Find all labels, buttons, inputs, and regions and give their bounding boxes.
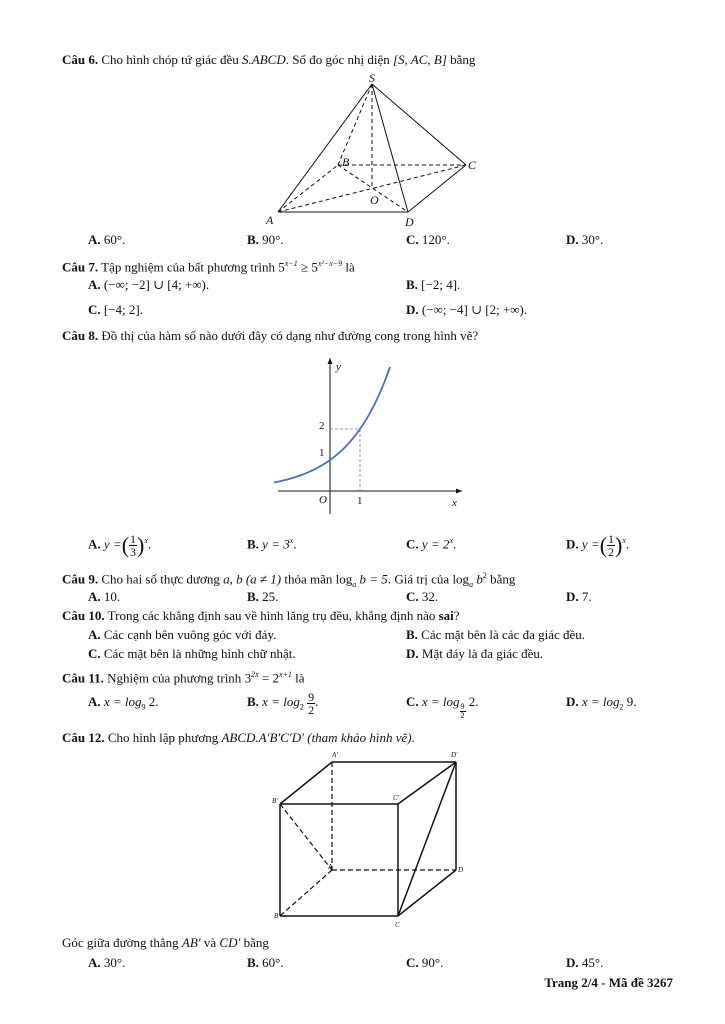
q6-b-val: 90°. bbox=[262, 232, 284, 247]
q11-c-rest: 2. bbox=[465, 694, 479, 709]
q7-b-val: [−2; 4]. bbox=[421, 277, 461, 292]
q11-text-a: Nghiệm của phương trình bbox=[103, 670, 245, 686]
q10-end: ? bbox=[453, 608, 460, 623]
label-B: B bbox=[274, 912, 279, 920]
label-A: A bbox=[328, 863, 333, 871]
q11-a-val: x = log bbox=[103, 694, 142, 709]
q6-c-key: C. bbox=[406, 232, 419, 247]
q8-b-key: B. bbox=[247, 536, 259, 552]
q10-option-a[interactable] bbox=[88, 627, 276, 643]
fraction bbox=[607, 533, 615, 558]
edge-SB bbox=[338, 84, 372, 165]
q12-b-val: 60°. bbox=[262, 955, 284, 970]
q8-d-lhs: y = bbox=[581, 536, 600, 552]
label-Bp: B' bbox=[272, 797, 278, 805]
q7-text-a: Tập nghiệm của bất phương trình bbox=[98, 259, 279, 275]
q8-option-a[interactable]: A. y =( $\frac{1}{3}$ )$^x$. bbox=[88, 531, 152, 559]
paren-open: ( bbox=[599, 532, 608, 558]
q9-b-val: 25. bbox=[262, 589, 279, 604]
q8-text: Đồ thị của hàm số nào dưới đây có dạng như đường cong trong hình vẽ? bbox=[98, 328, 479, 343]
q11-option-b[interactable]: B. $x = \log_2$ $\frac{9}{2}$ . bbox=[247, 689, 319, 717]
q12-prompt-a: Góc giữa đường thẳng bbox=[62, 935, 182, 950]
label-C: C bbox=[468, 158, 477, 172]
paren-close: ) bbox=[137, 532, 145, 558]
q12-c-key: C. bbox=[406, 955, 419, 970]
q11-a-sub: 9 bbox=[141, 702, 146, 712]
q10-d-val: Mặt đáy là đa giác đều. bbox=[418, 646, 544, 661]
q6-option-d[interactable] bbox=[566, 232, 603, 248]
q10-stem bbox=[62, 608, 460, 624]
q6-c-val: 120°. bbox=[421, 232, 450, 247]
subfrac-den: 2 bbox=[460, 711, 465, 720]
q7-text-b: là bbox=[342, 259, 355, 275]
q9-option-b[interactable] bbox=[247, 589, 278, 605]
q10-option-b[interactable] bbox=[406, 627, 585, 643]
q9-b-key: B. bbox=[247, 589, 259, 604]
q6-option-a[interactable] bbox=[88, 232, 125, 248]
q7-d-val: (−∞; −4] ∪ [2; +∞). bbox=[421, 302, 528, 317]
q11-option-a[interactable] bbox=[88, 694, 159, 716]
q10-label: Câu 10. bbox=[62, 608, 105, 623]
frac-num: 9 bbox=[308, 689, 315, 704]
q6-label: Câu 6. bbox=[62, 52, 99, 67]
q10-c-val: Các mặt bên là những hình chữ nhật. bbox=[100, 646, 296, 661]
q8-label: Câu 8. bbox=[62, 328, 99, 343]
q7-option-d[interactable] bbox=[406, 302, 527, 318]
frac-num: 1 bbox=[608, 531, 615, 546]
q8-b-exp: x bbox=[289, 536, 294, 545]
curve bbox=[274, 367, 390, 486]
label-Cp: C' bbox=[393, 794, 400, 802]
q10-c-key: C. bbox=[88, 646, 101, 661]
q7-label: Câu 7. bbox=[62, 259, 99, 275]
q12-text-a: Cho hình lập phương bbox=[104, 730, 222, 745]
label-A: A bbox=[266, 213, 274, 227]
q12-option-c[interactable] bbox=[406, 955, 443, 971]
q8-c-key: C. bbox=[406, 536, 419, 552]
q9-option-a[interactable] bbox=[88, 589, 120, 605]
q8-a-key: A. bbox=[88, 536, 101, 552]
q6-a-key: A. bbox=[88, 232, 101, 247]
q7-option-b[interactable] bbox=[406, 277, 460, 293]
q11-text-b: là bbox=[291, 670, 305, 686]
q8-d-exp: x bbox=[622, 536, 626, 545]
q9-a-key: A. bbox=[88, 589, 101, 604]
q9-cond-sub: a bbox=[352, 579, 357, 589]
q7-base1: 5 bbox=[278, 259, 285, 275]
q6-text-a: Cho hình chóp tứ giác đều bbox=[98, 52, 243, 67]
frac-den: 2 bbox=[308, 702, 315, 717]
q7-option-a[interactable] bbox=[88, 277, 209, 293]
q9-c-key: C. bbox=[406, 589, 419, 604]
q12-prompt-b: và bbox=[200, 935, 220, 950]
q10-b-key: B. bbox=[406, 627, 418, 642]
q10-a-val: Các cạnh bên vuông góc với đáy. bbox=[100, 627, 277, 642]
x-axis-label: x bbox=[452, 497, 457, 509]
q10-text: Trong các khẳng định sau về hình lăng trụ đều, khẳng định nào bbox=[104, 608, 439, 623]
q9-ask-exp: 2 bbox=[482, 571, 487, 580]
label-Dp: D' bbox=[451, 751, 458, 759]
q7-c-val: [−4; 2]. bbox=[103, 302, 143, 317]
q12-stem bbox=[62, 730, 415, 746]
q6-stem bbox=[62, 52, 475, 68]
q12-label: Câu 12. bbox=[62, 730, 105, 745]
q7-base2: 5 bbox=[311, 259, 318, 275]
q11-option-c[interactable] bbox=[406, 694, 479, 720]
q6-pyramid: S.ABCD bbox=[242, 52, 286, 67]
q12-prompt-c: bằng bbox=[240, 935, 269, 950]
label-B: B bbox=[342, 155, 350, 169]
q6-option-b[interactable] bbox=[247, 232, 284, 248]
paren-close: ) bbox=[615, 532, 623, 558]
label-Ap: A' bbox=[332, 751, 338, 759]
q11-eq: = bbox=[258, 670, 273, 686]
q9-ask-rest: b bbox=[473, 571, 483, 587]
q11-c-val: x = log bbox=[421, 694, 460, 709]
q8-c-val: y = 2 bbox=[421, 536, 450, 552]
q10-d-key: D. bbox=[406, 646, 419, 661]
q11-c-key: C. bbox=[406, 694, 419, 709]
q9-ask-log: log bbox=[452, 571, 470, 587]
q11-stem bbox=[62, 667, 305, 686]
exponential-graph bbox=[274, 352, 470, 518]
diag-BpA bbox=[280, 804, 332, 870]
q11-b-key: B. bbox=[247, 694, 259, 709]
q10-option-c[interactable] bbox=[88, 646, 296, 662]
q6-d-val: 30°. bbox=[581, 232, 604, 247]
q9-d-val: 7. bbox=[581, 589, 592, 604]
label-C: C bbox=[395, 921, 400, 929]
q12-a-key: A. bbox=[88, 955, 101, 970]
q7-b-key: B. bbox=[406, 277, 418, 292]
q12-option-a[interactable] bbox=[88, 955, 125, 971]
q7-a-key: A. bbox=[88, 277, 101, 292]
y-axis-label: y bbox=[336, 361, 341, 373]
pyramid-figure bbox=[262, 72, 492, 230]
q7-d-key: D. bbox=[406, 302, 419, 317]
q11-exp2: x+1 bbox=[278, 670, 292, 679]
q12-line1: AB′ bbox=[181, 935, 201, 950]
q7-a-val: (−∞; −2] ∪ [4; +∞). bbox=[103, 277, 210, 292]
q10-emph: sai bbox=[438, 608, 454, 623]
q7-rel: ≥ bbox=[297, 259, 312, 275]
q9-cond-rest: b = 5 bbox=[356, 571, 388, 587]
q9-label: Câu 9. bbox=[62, 571, 99, 587]
label-S: S bbox=[369, 72, 375, 85]
q12-cube: ABCD.A′B′C′D′ bbox=[221, 730, 304, 745]
q11-b-sub: 2 bbox=[299, 702, 304, 712]
q8-a-lhs: y = bbox=[103, 536, 122, 552]
q6-text-c: bằng bbox=[446, 52, 476, 67]
q9-cond-log: log bbox=[335, 571, 353, 587]
q8-b-val: y = 3 bbox=[262, 536, 290, 552]
q12-d-val: 45°. bbox=[581, 955, 604, 970]
q8-c-exp: x bbox=[449, 536, 453, 545]
fraction bbox=[307, 691, 315, 716]
q12-text-b: (tham khảo hình vẽ). bbox=[303, 730, 415, 745]
edge-SA bbox=[278, 84, 372, 212]
q6-angle: [S, AC, B] bbox=[392, 52, 447, 67]
q11-exp1: 2x bbox=[251, 670, 259, 679]
q8-option-d[interactable]: D. y =( $\frac{1}{2}$ )$^x$. bbox=[566, 531, 630, 559]
q11-d-val: x = log bbox=[581, 694, 620, 709]
q6-option-c[interactable] bbox=[406, 232, 450, 248]
y-axis-arrow bbox=[328, 358, 333, 364]
q8-a-exp: x bbox=[144, 536, 148, 545]
subfrac-num: 9 bbox=[460, 702, 465, 711]
q7-option-c[interactable] bbox=[88, 302, 143, 318]
q9-c-val: 32. bbox=[421, 589, 439, 604]
fraction bbox=[129, 533, 137, 558]
q8-d-key: D. bbox=[566, 536, 579, 552]
tick-y1: 1 bbox=[319, 447, 325, 459]
x-axis-arrow bbox=[456, 489, 462, 494]
q11-a-key: A. bbox=[88, 694, 101, 709]
q9-a-val: 10. bbox=[103, 589, 121, 604]
q9-vars: a, b (a ≠ 1) bbox=[223, 571, 282, 587]
label-D: D bbox=[458, 866, 464, 874]
frac-num: 1 bbox=[130, 531, 137, 546]
q7-exp2: x²−x−9 bbox=[317, 259, 343, 268]
paren-open: ( bbox=[121, 532, 130, 558]
q11-d-sub: 2 bbox=[619, 702, 624, 712]
q12-b-key: B. bbox=[247, 955, 259, 970]
q6-b-key: B. bbox=[247, 232, 259, 247]
cube-figure bbox=[266, 748, 466, 932]
q9-text-c: . Giá trị của bbox=[387, 571, 453, 587]
q9-option-c[interactable] bbox=[406, 589, 438, 605]
tick-y2: 2 bbox=[319, 420, 325, 432]
page-footer: Trang 2/4 - Mã đề 3267 bbox=[544, 975, 673, 990]
label-O: O bbox=[370, 193, 379, 207]
edge-AB bbox=[280, 870, 332, 916]
q10-b-val: Các mặt bên là các đa giác đều. bbox=[417, 627, 586, 642]
q9-option-d[interactable] bbox=[566, 589, 592, 605]
q8-option-c[interactable]: C. $y = 2^x$. bbox=[406, 536, 457, 552]
q12-option-b[interactable] bbox=[247, 955, 284, 971]
q12-option-d[interactable] bbox=[566, 955, 603, 971]
q7-c-key: C. bbox=[88, 302, 101, 317]
tick-x1: 1 bbox=[357, 495, 363, 507]
q6-d-key: D. bbox=[566, 232, 579, 247]
q11-b-val: x = log bbox=[262, 694, 300, 709]
q10-option-d[interactable] bbox=[406, 646, 543, 662]
q6-a-val: 60°. bbox=[103, 232, 126, 247]
q12-d-key: D. bbox=[566, 955, 579, 970]
frac-den: 2 bbox=[608, 544, 615, 559]
q9-text-b: thỏa mãn bbox=[281, 571, 336, 587]
q9-ask-sub: a bbox=[469, 579, 474, 589]
q9-text-d: bằng bbox=[486, 571, 516, 587]
frac-den: 3 bbox=[130, 544, 137, 559]
q8-stem bbox=[62, 328, 478, 344]
q12-c-val: 90°. bbox=[421, 955, 444, 970]
q11-option-d[interactable] bbox=[566, 694, 637, 716]
q7-exp1: x−1 bbox=[284, 259, 298, 268]
q11-a-rest: 2. bbox=[145, 694, 159, 709]
q9-d-key: D. bbox=[566, 589, 579, 604]
q12-line2: CD′ bbox=[219, 935, 241, 950]
q11-label: Câu 11. bbox=[62, 670, 104, 686]
edge-ApBp bbox=[280, 762, 332, 804]
q11-d-key: D. bbox=[566, 694, 579, 709]
q11-base1: 3 bbox=[244, 670, 252, 686]
q10-a-key: A. bbox=[88, 627, 101, 642]
q12-prompt bbox=[62, 935, 269, 951]
label-D: D bbox=[405, 215, 414, 229]
q6-text-b: . Số đo góc nhị diện bbox=[285, 52, 393, 67]
origin-label: O bbox=[319, 494, 327, 506]
q8-option-b[interactable]: B. $y = 3^x$. bbox=[247, 536, 297, 552]
q9-stem bbox=[62, 568, 515, 593]
q11-d-rest: 9. bbox=[623, 694, 637, 709]
edge-SC bbox=[372, 84, 466, 165]
q9-text-a: Cho hai số thực dương bbox=[98, 571, 224, 587]
q7-stem bbox=[62, 256, 355, 275]
q11-base2: 2 bbox=[272, 670, 279, 686]
q12-a-val: 30°. bbox=[103, 955, 126, 970]
